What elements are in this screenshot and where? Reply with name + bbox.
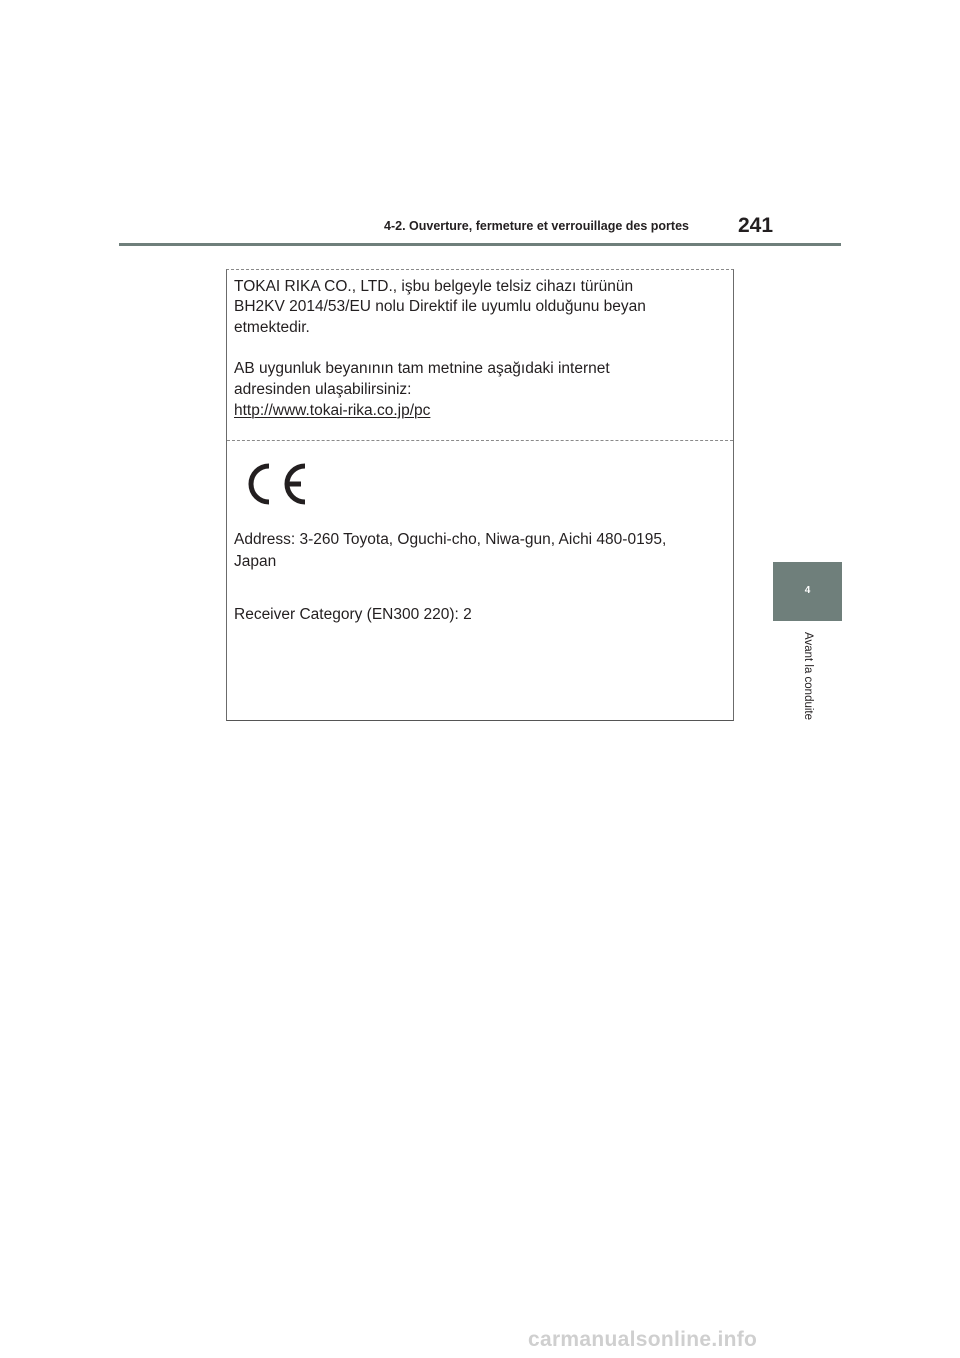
access-info-line: AB uygunluk beyanının tam metnine aşağıdaki internet — [234, 360, 610, 377]
receiver-category: Receiver Category (EN300 220): 2 — [234, 606, 472, 623]
section-title: 4-2. Ouverture, fermeture et verrouillage des portes — [384, 219, 689, 233]
page-number: 241 — [738, 214, 774, 237]
declaration-line: TOKAI RIKA CO., LTD., işbu belgeyle telsiz cihazı türünün — [234, 278, 634, 295]
declaration-line: etmektedir. — [234, 319, 310, 336]
compliance-notice-box — [226, 269, 734, 721]
chapter-side-label: Avant la conduite — [802, 632, 814, 721]
chapter-tab — [773, 562, 842, 621]
header-divider — [119, 243, 841, 246]
address-line: Address: 3-260 Toyota, Oguchi-cho, Niwa-gun, Aichi 480-0195, — [234, 531, 667, 548]
access-info-line: adresinden ulaşabilirsiniz: — [234, 381, 412, 398]
ce-mark-icon — [243, 460, 311, 508]
declaration-url-link[interactable]: http://www.tokai-rika.co.jp/pc — [234, 402, 431, 419]
chapter-number: 4 — [804, 585, 811, 596]
declaration-line: BH2KV 2014/53/EU nolu Direktif ile uyumlu olduğunu beyan — [234, 298, 646, 315]
watermark-text: carmanualsonline.info — [528, 1328, 758, 1351]
address-line: Japan — [234, 553, 277, 570]
section-divider — [227, 440, 733, 441]
